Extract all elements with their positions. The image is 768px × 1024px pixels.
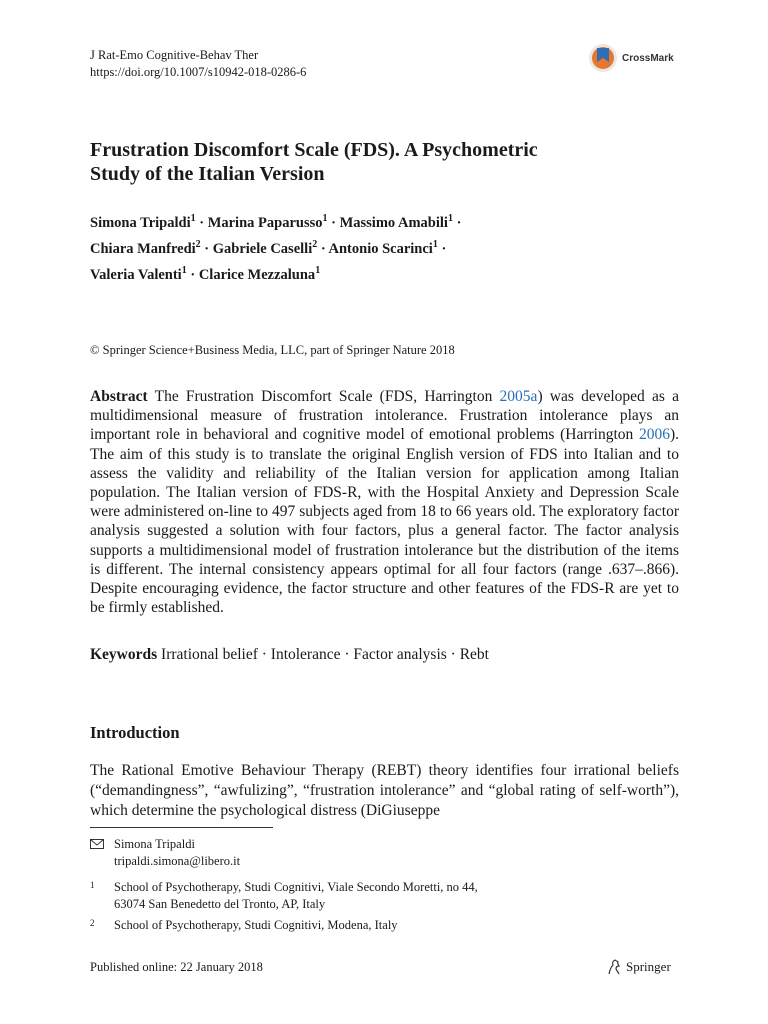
springer-horse-icon <box>606 958 622 976</box>
citation-link[interactable]: 2006 <box>638 426 670 444</box>
keywords-heading: Keywords <box>90 646 158 663</box>
article-title <box>90 138 690 186</box>
separator: · <box>327 214 340 231</box>
citation-link[interactable]: 2005a <box>499 388 538 405</box>
affiliation-mark: 1 <box>181 264 187 276</box>
title-line-2: Study of the Italian Version <box>90 163 325 185</box>
affiliation-2 <box>90 917 690 934</box>
abstract-text: The Frustration Discomfort Scale (FDS, Harrington <box>147 388 500 405</box>
published-date: Published online: 22 January 2018 <box>90 960 263 974</box>
author-line-1 <box>90 208 690 234</box>
publisher-name: Springer <box>626 959 671 974</box>
corresponding-name: Simona Tripaldi <box>114 837 195 851</box>
introduction-heading: Introduction <box>90 723 180 742</box>
abstract-text: ) was developed as a multidimensional measure of frustration intolerance. Frustration intolerance plays an important role in behavioral and cognitive model of emotional problems (Harrington <box>90 388 679 444</box>
author-list <box>90 208 690 285</box>
separator: · <box>195 214 208 231</box>
affiliation-line: School of Psychotherapy, Studi Cognitivi, Modena, Italy <box>114 918 398 932</box>
keywords <box>90 646 489 664</box>
crossmark-label: CrossMark <box>622 52 674 64</box>
journal-header <box>90 47 306 81</box>
publisher-logo <box>606 958 671 976</box>
separator: · <box>317 240 329 257</box>
author[interactable]: Simona Tripaldi <box>90 214 191 231</box>
author[interactable]: Valeria Valenti <box>90 266 182 283</box>
affiliation-number: 2 <box>90 918 95 928</box>
doi-link[interactable]: https://doi.org/10.1007/s10942-018-0286-6 <box>90 65 307 79</box>
separator: · <box>200 240 213 257</box>
author-line-3 <box>90 260 690 286</box>
separator: · <box>186 266 199 283</box>
crossmark-icon <box>588 42 618 74</box>
affiliation-mark: 1 <box>322 213 328 224</box>
author[interactable]: Clarice Mezzaluna <box>198 266 316 283</box>
affiliation-mark: 2 <box>312 238 318 250</box>
author-line-2 <box>90 234 690 260</box>
separator: · <box>437 240 447 257</box>
envelope-icon <box>90 839 104 849</box>
abstract-heading: Abstract <box>90 388 148 405</box>
author[interactable]: Gabriele Caselli <box>212 240 313 257</box>
affiliation-mark: 1 <box>315 264 321 276</box>
footnote-divider <box>90 827 273 828</box>
affiliation-mark: 1 <box>447 213 453 224</box>
author[interactable]: Marina Paparusso <box>207 214 323 231</box>
copyright-notice: © Springer Science+Business Media, LLC, part of Springer Nature 2018 <box>90 343 455 357</box>
separator: · <box>452 214 462 231</box>
abstract <box>90 387 679 617</box>
corresponding-email[interactable]: tripaldi.simona@libero.it <box>114 854 241 868</box>
introduction-text: The Rational Emotive Behaviour Therapy (REBT) theory identifies four irrational beliefs (“demandingness”, “awfulizing”, “frustration intolerance” and “global rating of self-worth”), which determine the psychological distress (DiGiuseppe <box>90 762 679 819</box>
journal-name: J Rat-Emo Cognitive-Behav Ther <box>90 48 259 62</box>
affiliation-1 <box>90 879 690 913</box>
abstract-text: ). The aim of this study is to translate the original English version of FDS into Italian and to assess the validity and reliability of the Italian version for application among Italian population. The Italian version of FDS-R, with the Hospital Anxiety and Depression Scale were administered on-line to 497 subjects aged from 18 to 66 years old. The exploratory factor analysis suggested a solution with four factors, plus a general factor. The factor analysis supports a multidimensional model of frustration intolerance but the distribution of the items is different. The internal consistency appears optimal for all four factors (range .637–.866). Despite encouraging evidence, the factor structure and other features of the FDS-R are yet to be firmly established. <box>90 426 679 617</box>
author[interactable]: Chiara Manfredi <box>90 240 196 257</box>
title-line-1: Frustration Discomfort Scale (FDS). A Psychometric <box>90 139 538 161</box>
affiliation-line: 63074 San Benedetto del Tronto, AP, Italy <box>114 897 326 911</box>
affiliation-line: School of Psychotherapy, Studi Cognitivi, Viale Secondo Moretti, no 44, <box>114 880 478 894</box>
crossmark-badge[interactable] <box>588 42 674 74</box>
affiliation-number: 1 <box>90 880 95 890</box>
affiliation-mark: 1 <box>190 213 196 224</box>
author[interactable]: Antonio Scarinci <box>328 240 433 257</box>
corresponding-author <box>90 836 240 870</box>
affiliation-mark: 1 <box>432 238 438 250</box>
affiliation-mark: 2 <box>195 238 201 250</box>
author[interactable]: Massimo Amabili <box>339 214 448 231</box>
keywords-list: Irrational belief · Intolerance · Factor analysis · Rebt <box>157 646 489 663</box>
